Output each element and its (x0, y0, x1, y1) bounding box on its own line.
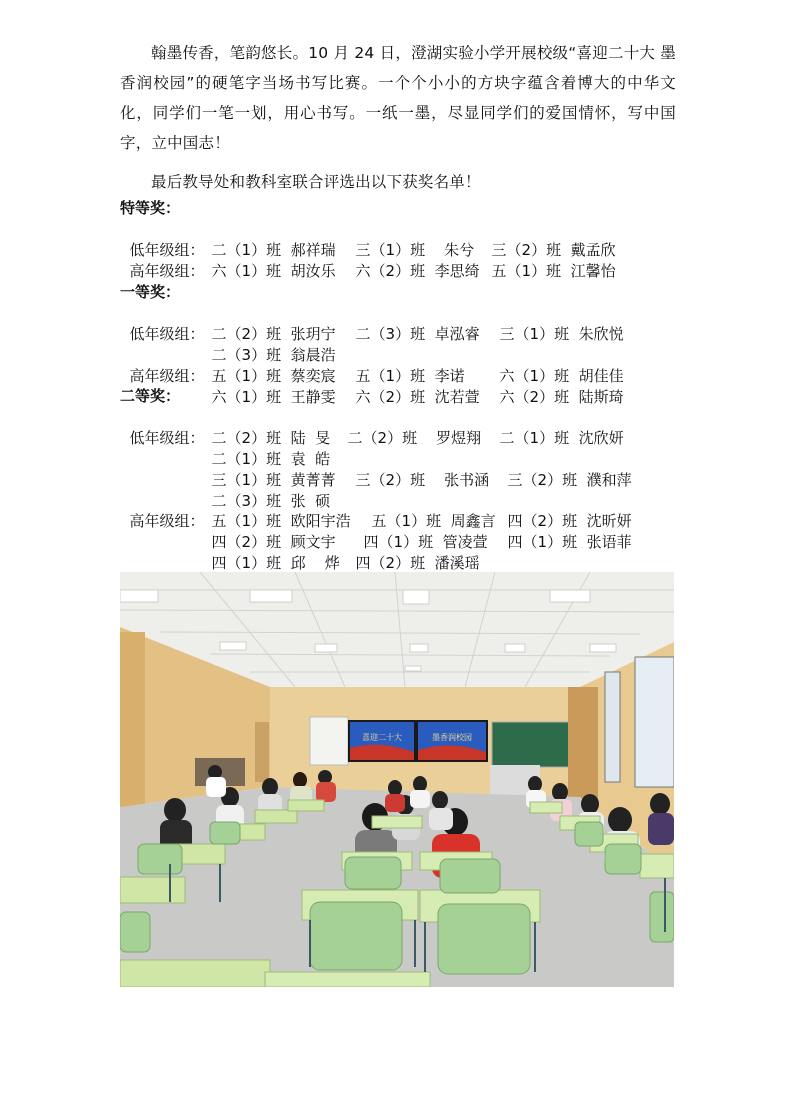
winner-entry: 六（1）班 胡佳佳 (499, 367, 624, 385)
intro-paragraph: 翰墨传香，笔韵悠长。10 月 24 日，澄湖实验小学开展校级“喜迎二十大 墨香润校园”的硬笔字当场书写比赛。一个个小小的方块字蕴含着博大的中华文化，同学们一笔一划，用心书写。一纸一墨，尽显同学们的爱国情怀，写中国字，立中国志！ (120, 44, 676, 152)
winner-entry: 六（1）班 胡汝乐 (211, 262, 336, 280)
winner-entry: 五（1）班 欧阳宇浩 (211, 512, 351, 530)
winner-entry: 二（3）班 卓泓睿 (355, 325, 480, 343)
winner-entry: 二（3）班 张 硕 (211, 492, 331, 510)
first-high-row-2 (120, 366, 624, 408)
screen-text-right: 墨香润校园 (432, 733, 472, 742)
winner-entry: 二（2）班 陆 旻 (211, 429, 331, 447)
winner-entry: 三（1）班 朱欣悦 (499, 325, 624, 343)
winner-entry: 六（2）班 李思绮 (355, 262, 480, 280)
screen-text-left: 喜迎二十大 (362, 733, 402, 742)
winner-entry: 五（1）班 蔡奕宸 (211, 367, 336, 385)
winner-entry: 三（2）班 戴孟欣 (491, 241, 616, 259)
special-award-heading: 特等奖： (120, 199, 181, 217)
winner-entry: 六（1）班 王静雯 (211, 388, 336, 406)
group-label: 低年级组： (129, 325, 205, 343)
special-high-row (120, 240, 616, 282)
winner-entry: 四（1）班 管凌萱 (363, 533, 488, 551)
winner-entry: 四（1）班 张语菲 (507, 533, 632, 551)
winner-entry: 四（1）班 邱 烨 (211, 554, 340, 572)
winner-entry: 二（2）班 罗煜翔 (347, 429, 482, 447)
winner-entry: 五（1）班 周鑫言 (371, 512, 496, 530)
group-label: 高年级组： (129, 367, 205, 385)
winner-entry: 二（2）班 张玥宁 (211, 325, 336, 343)
winner-entry: 四（2）班 顾文宇 (211, 533, 336, 551)
winner-entry: 四（2）班 潘溪瑶 (355, 554, 480, 572)
classroom-photo (120, 572, 674, 987)
first-award-heading: 一等奖： (120, 283, 181, 301)
winner-entry: 四（2）班 沈昕妍 (507, 512, 632, 530)
group-label: 高年级组： (129, 512, 205, 530)
winner-entry: 六（2）班 沈若萱 (355, 388, 480, 406)
second-high-row-3 (120, 532, 480, 574)
winner-entry: 三（2）班 张书涵 (355, 471, 490, 489)
winner-entry: 三（1）班 朱兮 (355, 241, 475, 259)
award-intro-paragraph: 最后教导处和教科室联合评选出以下获奖名单！ (151, 173, 481, 191)
winner-entry: 二（1）班 郝祥瑞 (211, 241, 336, 259)
winner-entry: 二（1）班 沈欣妍 (499, 429, 624, 447)
winner-entry: 二（3）班 翁晨浩 (211, 346, 336, 364)
winner-entry: 二（1）班 袁 皓 (211, 450, 331, 468)
winner-entry: 三（1）班 黄菁菁 (211, 471, 336, 489)
winner-entry: 五（1）班 李诺 (355, 367, 465, 385)
group-label: 低年级组： (129, 241, 205, 259)
winner-entry: 三（2）班 濮和萍 (507, 471, 632, 489)
group-label: 低年级组： (129, 429, 205, 447)
second-award-heading: 二等奖： (120, 387, 181, 405)
group-label: 高年级组： (129, 262, 205, 280)
winner-entry: 六（2）班 陆斯琦 (499, 388, 624, 406)
winner-entry: 五（1）班 江馨怡 (491, 262, 616, 280)
